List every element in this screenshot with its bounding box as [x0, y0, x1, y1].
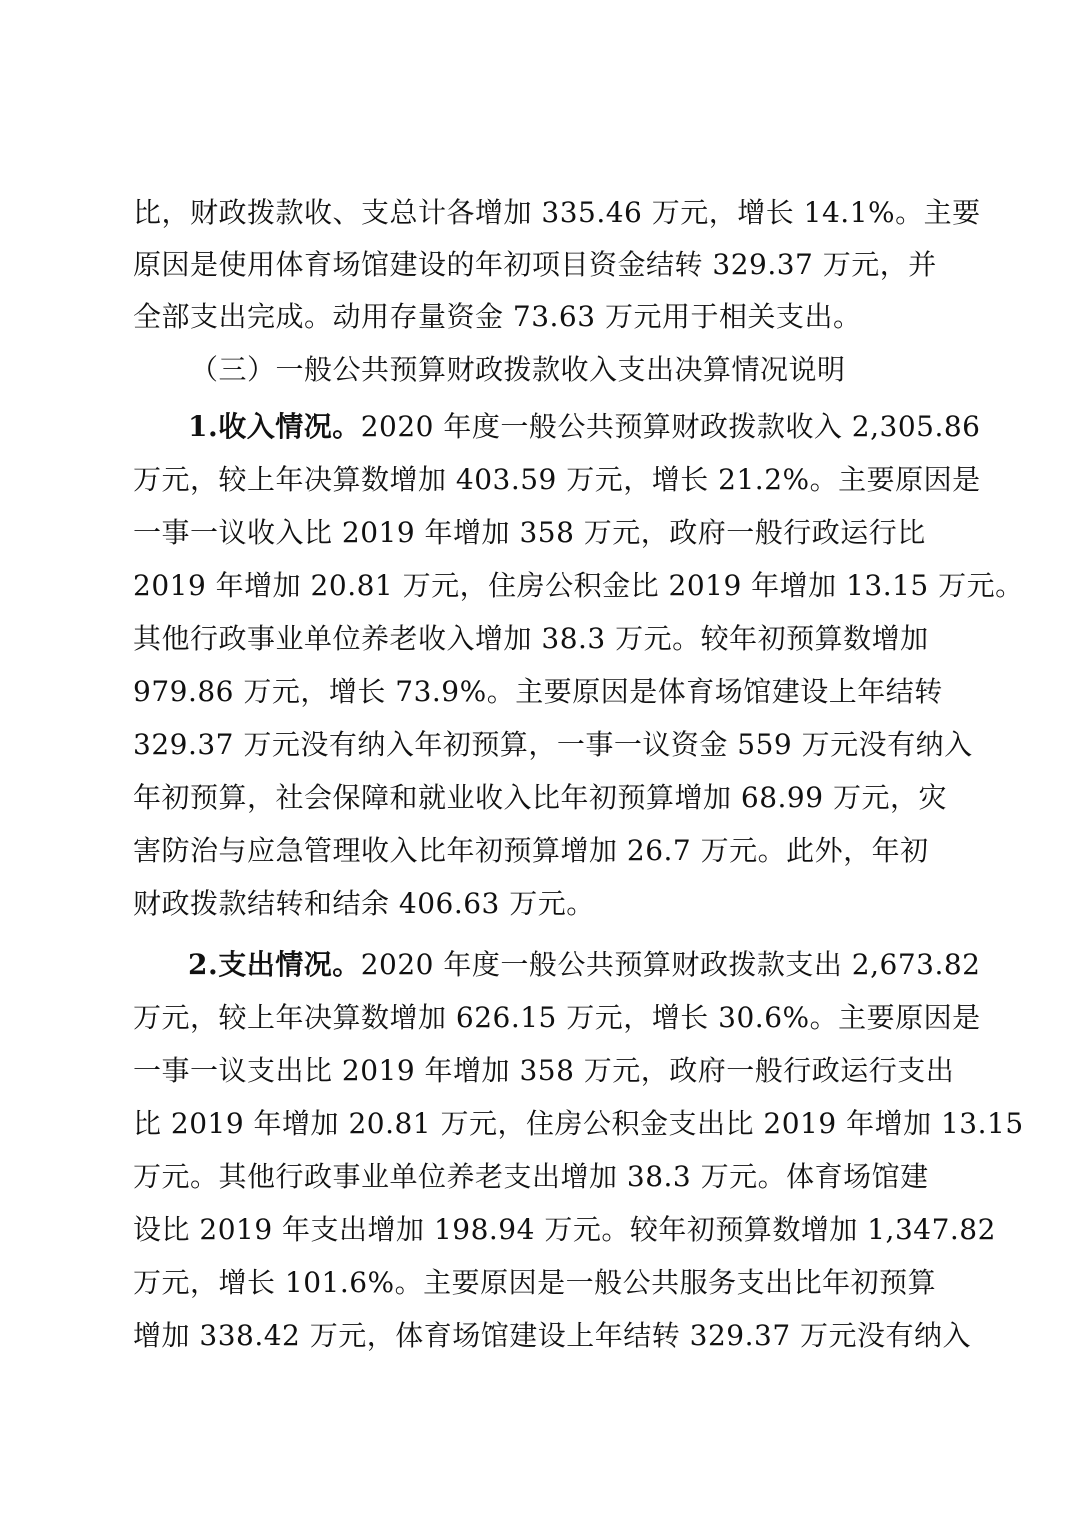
text-line: 增加 338.42 万元，体育场馆建设上年结转 329.37 万元没有纳入: [133, 1319, 972, 1352]
text-line: 979.86 万元，增长 73.9%。主要原因是体育场馆建设上年结转: [133, 675, 943, 708]
text-line: 害防治与应急管理收入比年初预算增加 26.7 万元。此外，年初: [133, 834, 929, 867]
text-line: 全部支出完成。动用存量资金 73.63 万元用于相关支出。: [133, 300, 862, 333]
text-line: 原因是使用体育场馆建设的年初项目资金结转 329.37 万元，并: [133, 248, 937, 281]
expenditure-label: 2.支出情况。: [188, 948, 361, 981]
text-line: 万元。其他行政事业单位养老支出增加 38.3 万元。体育场馆建: [133, 1160, 929, 1193]
text-line: 329.37 万元没有纳入年初预算，一事一议资金 559 万元没有纳入: [133, 728, 973, 761]
text-line: 比 2019 年增加 20.81 万元，住房公积金支出比 2019 年增加 13.15: [133, 1107, 1024, 1140]
expenditure-first-line-text: 2020 年度一般公共预算财政拨款支出 2,673.82: [360, 948, 981, 981]
text-line: 一事一议收入比 2019 年增加 358 万元，政府一般行政运行比: [133, 516, 926, 549]
text-line: 比，财政拨款收、支总计各增加 335.46 万元，增长 14.1%。主要: [133, 196, 981, 229]
text-line: 其他行政事业单位养老收入增加 38.3 万元。较年初预算数增加: [133, 622, 929, 655]
section-heading: （三）一般公共预算财政拨款收入支出决算情况说明: [190, 353, 846, 386]
text-line: 万元，增长 101.6%。主要原因是一般公共服务支出比年初预算: [133, 1266, 937, 1299]
income-first-line-text: 2020 年度一般公共预算财政拨款收入 2,305.86: [360, 410, 981, 443]
text-line: 万元，较上年决算数增加 626.15 万元，增长 30.6%。主要原因是: [133, 1001, 981, 1034]
text-line: 财政拨款结转和结余 406.63 万元。: [133, 887, 595, 920]
income-first-line: [188, 407, 980, 447]
text-line: 万元，较上年决算数增加 403.59 万元，增长 21.2%。主要原因是: [133, 463, 981, 496]
text-line: 年初预算，社会保障和就业收入比年初预算增加 68.99 万元，灾: [133, 781, 947, 814]
text-line: 设比 2019 年支出增加 198.94 万元。较年初预算数增加 1,347.82: [133, 1213, 996, 1246]
text-line: 2019 年增加 20.81 万元，住房公积金比 2019 年增加 13.15 万元。: [133, 569, 1024, 602]
expenditure-first-line: [188, 945, 980, 985]
income-label: 1.收入情况。: [188, 410, 361, 443]
text-line: 一事一议支出比 2019 年增加 358 万元，政府一般行政运行支出: [133, 1054, 955, 1087]
